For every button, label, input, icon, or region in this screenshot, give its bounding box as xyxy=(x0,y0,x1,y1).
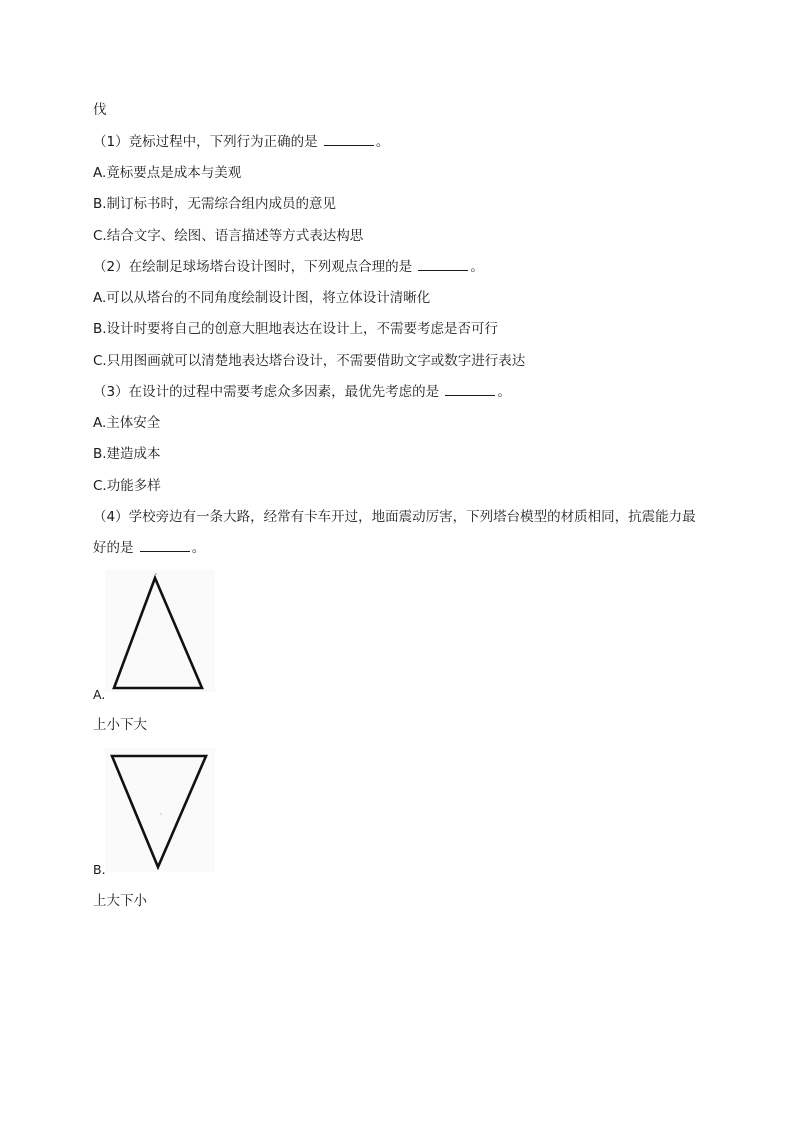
answer-blank-2[interactable] xyxy=(418,258,468,271)
question-1-stem xyxy=(93,133,389,151)
figure-b-background xyxy=(105,748,215,872)
top-fragment-text: 伐 xyxy=(93,102,107,118)
question-2-stem xyxy=(93,258,484,276)
triangle-upright-figure xyxy=(105,570,215,692)
question-2-end: 。 xyxy=(470,259,484,275)
question-2-text: （2）在绘制足球场塔台设计图时，下列观点合理的是 xyxy=(93,259,413,275)
question-2-option-b: B.设计时要将自己的创意大胆地表达在设计上，不需要考虑是否可行 xyxy=(93,321,499,337)
question-3-option-a: A.主体安全 xyxy=(93,415,161,431)
triangle-inverted-figure xyxy=(105,748,215,872)
question-4-option-a-caption: 上小下大 xyxy=(93,717,147,733)
question-1-text: （1）竞标过程中，下列行为正确的是 xyxy=(93,134,318,150)
answer-blank-3[interactable] xyxy=(445,383,495,396)
question-3-text: （3）在设计的过程中需要考虑众多因素，最优先考虑的是 xyxy=(93,384,440,400)
answer-blank-1[interactable] xyxy=(324,133,374,146)
question-3-end: 。 xyxy=(497,384,511,400)
question-1-option-c: C.结合文字、绘图、语言描述等方式表达构思 xyxy=(93,228,364,244)
question-4-stem-line-1: （4）学校旁边有一条大路，经常有卡车开过，地面震动厉害，下列塔台模型的材质相同，抗震能力最 xyxy=(93,509,696,525)
figure-a-speck xyxy=(155,573,157,575)
question-2-option-a: A.可以从塔台的不同角度绘制设计图，将立体设计清晰化 xyxy=(93,290,431,306)
question-4-option-b-letter: B. xyxy=(93,862,106,877)
question-3-option-b: B.建造成本 xyxy=(93,446,161,462)
question-3-option-c: C.功能多样 xyxy=(93,478,161,494)
question-1-option-b: B.制订标书时，无需综合组内成员的意见 xyxy=(93,196,337,212)
question-4-text: 好的是 xyxy=(93,540,134,556)
question-3-stem xyxy=(93,383,511,401)
figure-b-speck xyxy=(160,813,162,815)
question-4-end: 。 xyxy=(191,540,206,556)
question-4-option-a-letter: A. xyxy=(93,687,106,702)
question-2-option-c: C.只用图画就可以清楚地表达塔台设计，不需要借助文字或数字进行表达 xyxy=(93,353,526,369)
question-4-option-b-caption: 上大下小 xyxy=(93,893,147,909)
question-1-end: 。 xyxy=(375,134,390,150)
question-1-option-a: A.竟标要点是成本与美观 xyxy=(93,165,242,181)
question-4-stem-line-2 xyxy=(93,539,205,557)
answer-blank-4[interactable] xyxy=(140,539,190,552)
